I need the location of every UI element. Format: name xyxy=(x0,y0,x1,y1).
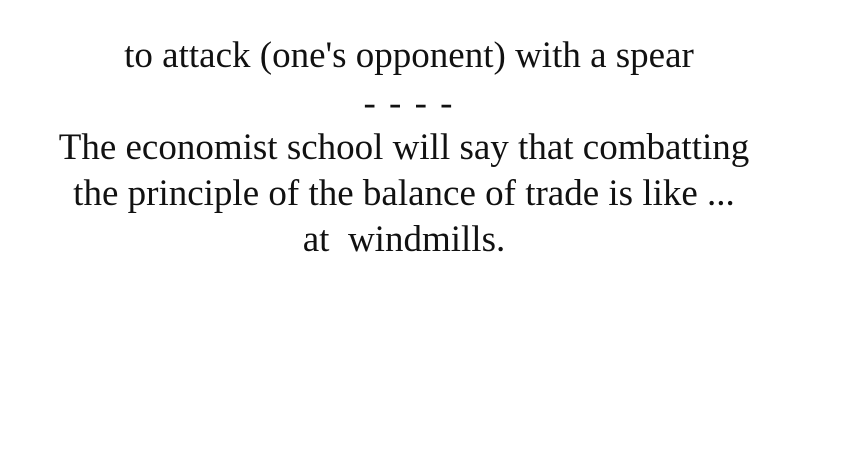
sentence-line-1: The economist school will say that combatting xyxy=(58,127,750,168)
sentence-line-3: at windmills. xyxy=(302,219,506,260)
sentence-line-2: the principle of the balance of trade is like ... xyxy=(73,173,735,214)
example-sentence xyxy=(0,125,808,263)
separator-dashes: - - - - xyxy=(363,83,455,124)
definition-text: to attack (one's opponent) with a spear xyxy=(124,35,694,76)
